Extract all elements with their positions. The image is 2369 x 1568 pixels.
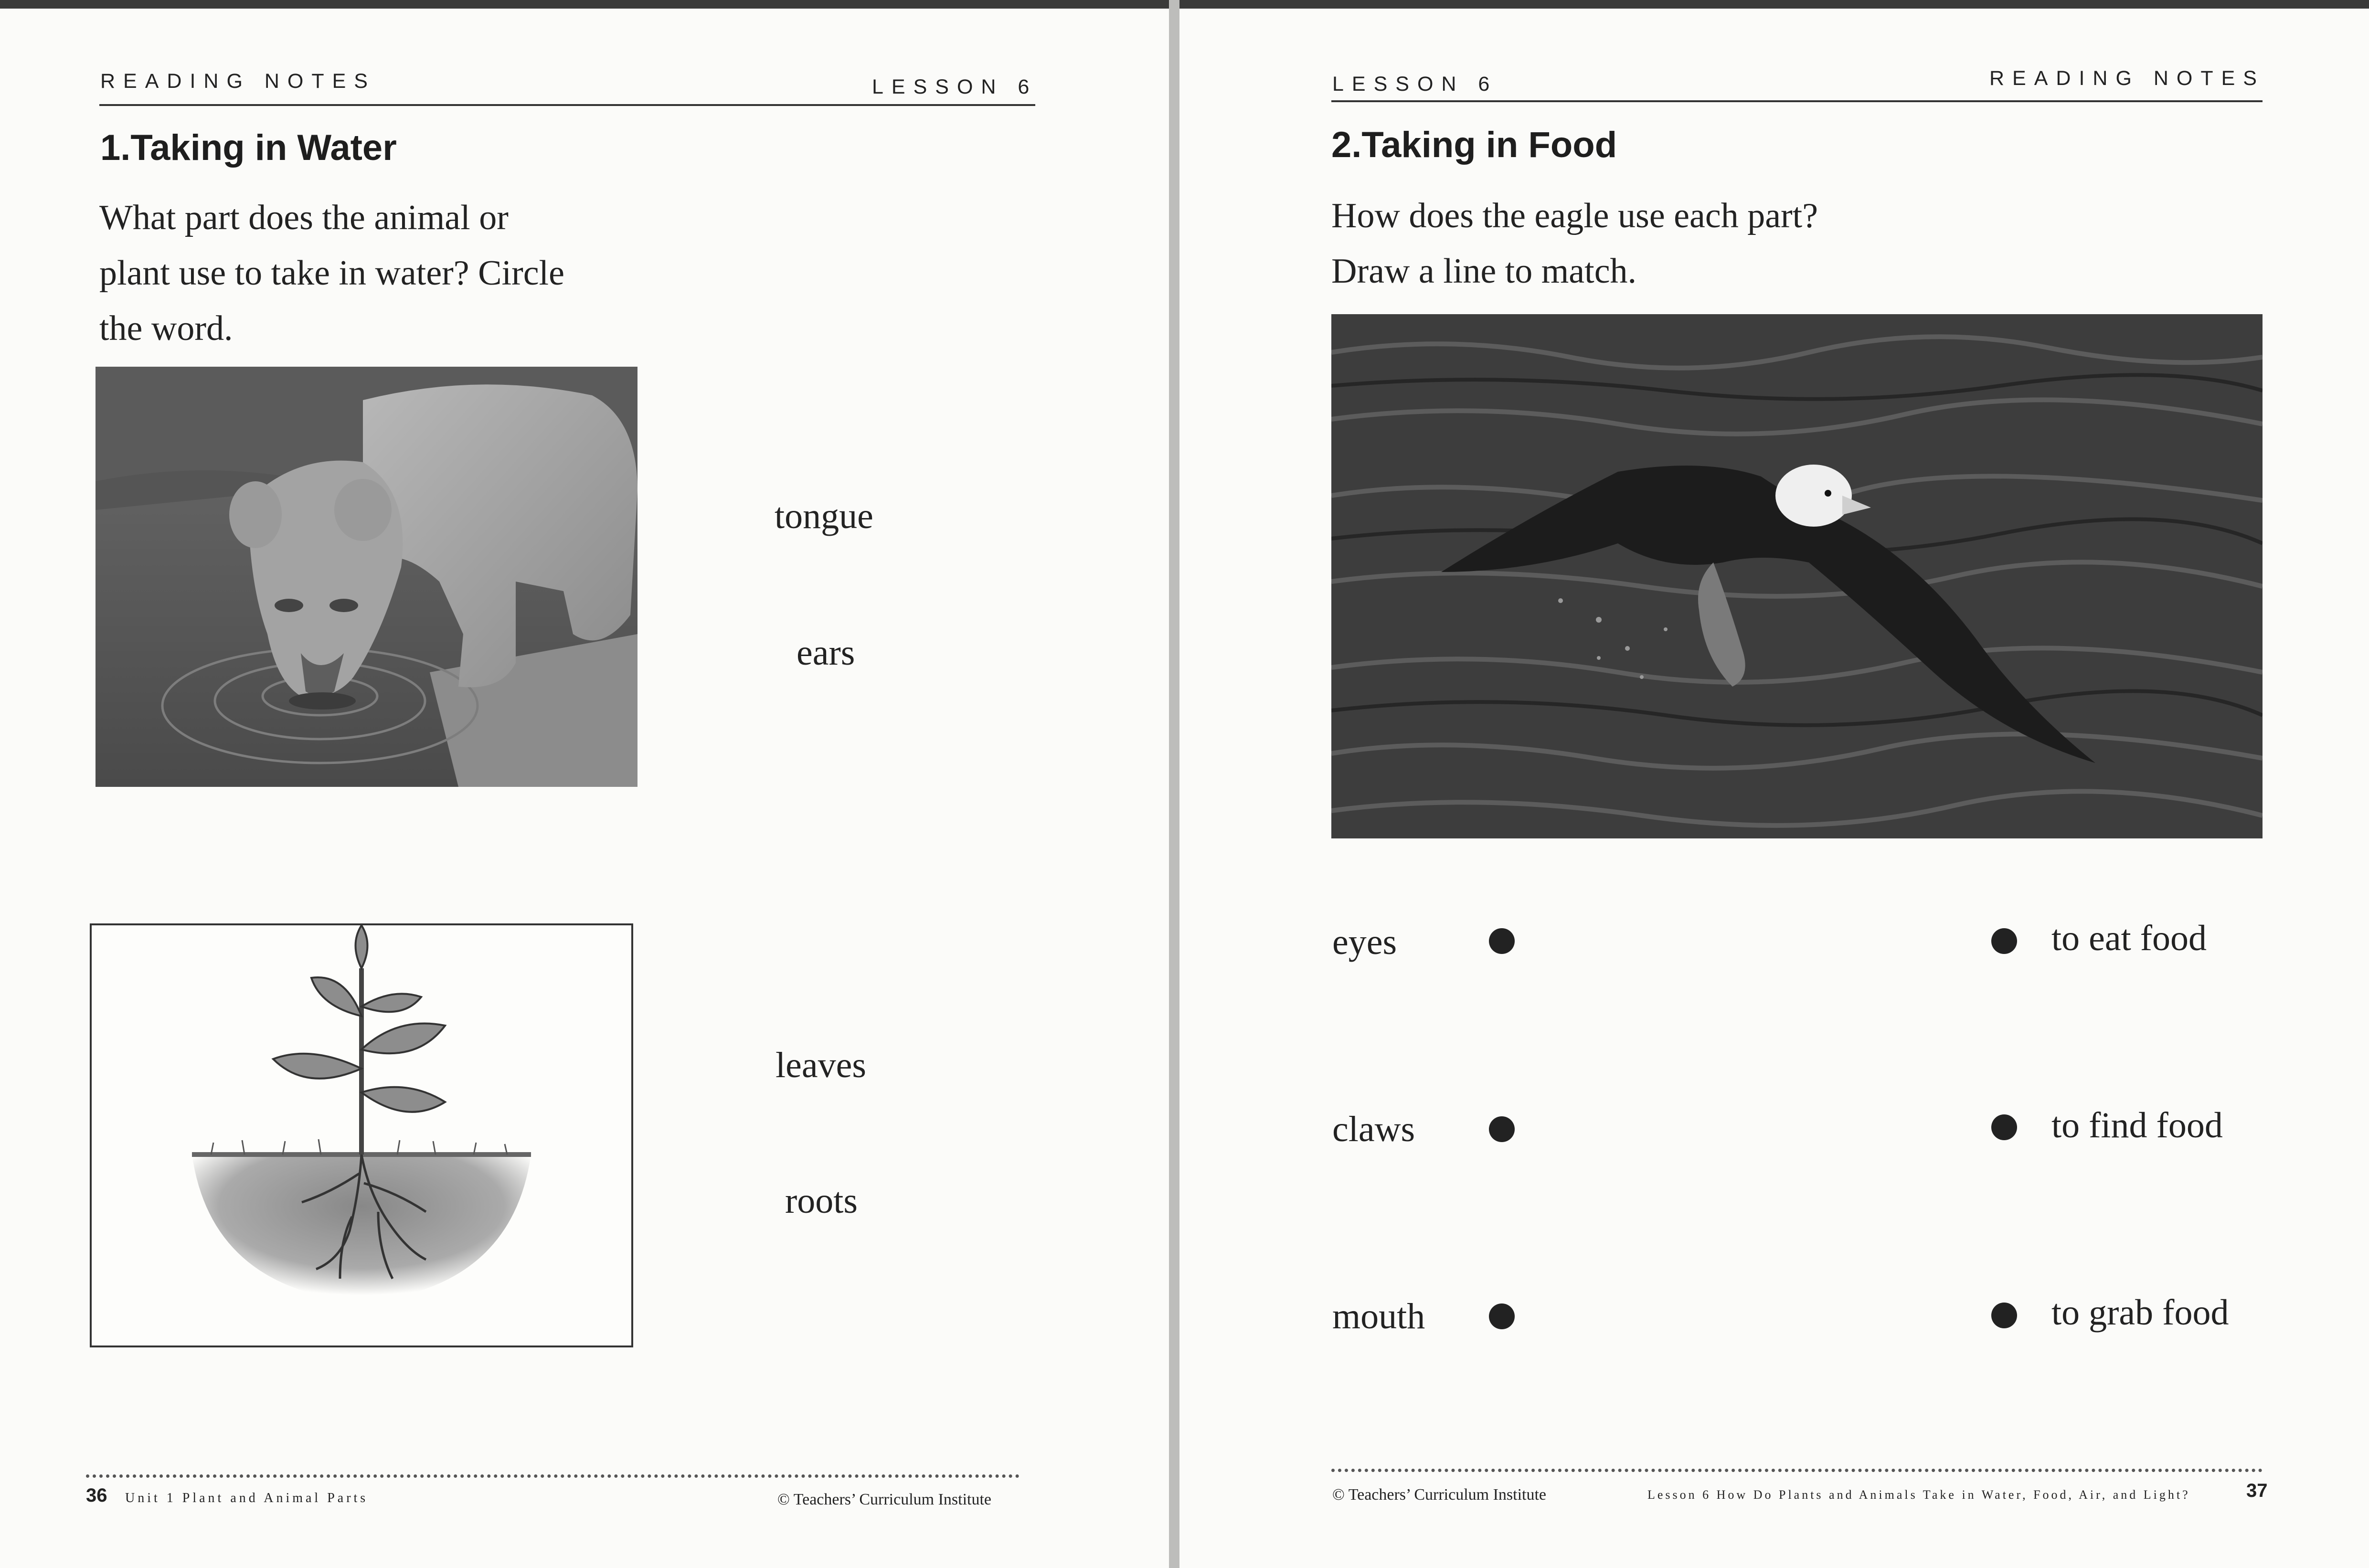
footer-dotted-rule [1331, 1469, 2263, 1472]
use-eat-food: to eat food [2051, 918, 2207, 958]
book-spine [1169, 0, 1179, 1568]
instruction-line-3: the word. [99, 309, 233, 348]
footer-lesson-title: Lesson 6 How Do Plants and Animals Take in Water, Food, Air, and Light? [1647, 1488, 2190, 1502]
plant-roots-drawing [90, 923, 633, 1347]
instruction-line-2: plant use to take in water? Circle [99, 254, 564, 293]
plant-illustration [92, 925, 631, 1346]
header-reading-notes: READING NOTES [100, 70, 376, 93]
choice-leaves[interactable]: leaves [776, 1045, 866, 1085]
match-dot-eyes[interactable] [1489, 928, 1515, 954]
eagle-catching-fish-photo [1331, 314, 2263, 838]
instruction-line-1: What part does the animal or [99, 198, 509, 237]
use-grab-food: to grab food [2051, 1293, 2229, 1333]
use-find-food: to find food [2051, 1105, 2223, 1145]
header-reading-notes: READING NOTES [1989, 67, 2265, 90]
footer-unit: Unit 1 Plant and Animal Parts [125, 1491, 369, 1505]
lioness-drinking-photo [96, 367, 637, 787]
footer-dotted-rule [86, 1474, 1020, 1478]
match-dot-grab-food[interactable] [1991, 1303, 2017, 1328]
left-page [0, 9, 1169, 1568]
choice-roots[interactable]: roots [785, 1181, 858, 1221]
choice-ears[interactable]: ears [797, 633, 855, 673]
footer-copyright: © Teachers’ Curriculum Institute [777, 1491, 992, 1508]
instruction-line-2: Draw a line to match. [1331, 252, 1637, 291]
match-dot-eat-food[interactable] [1991, 928, 2017, 954]
header-lesson: LESSON 6 [1332, 73, 1498, 95]
match-dot-claws[interactable] [1489, 1116, 1515, 1142]
lioness-illustration [96, 367, 637, 787]
header-rule [1331, 100, 2263, 102]
section-title: 2.Taking in Food [1331, 125, 1617, 165]
page-number: 36 [86, 1485, 107, 1506]
match-dot-mouth[interactable] [1489, 1303, 1515, 1329]
footer-copyright: © Teachers’ Curriculum Institute [1332, 1486, 1547, 1504]
choice-tongue[interactable]: tongue [775, 496, 873, 536]
instruction-line-1: How does the eagle use each part? [1331, 196, 1818, 235]
page-number: 37 [2246, 1480, 2268, 1501]
part-eyes: eyes [1332, 922, 1397, 962]
header-lesson: LESSON 6 [872, 75, 1038, 98]
header-rule [99, 104, 1035, 106]
section-title: 1.Taking in Water [100, 127, 397, 168]
right-page [1179, 9, 2369, 1568]
book-top-edge [0, 0, 2369, 9]
part-claws: claws [1332, 1109, 1415, 1149]
match-dot-find-food[interactable] [1991, 1114, 2017, 1140]
part-mouth: mouth [1332, 1296, 1425, 1336]
eagle-illustration [1331, 314, 2263, 838]
